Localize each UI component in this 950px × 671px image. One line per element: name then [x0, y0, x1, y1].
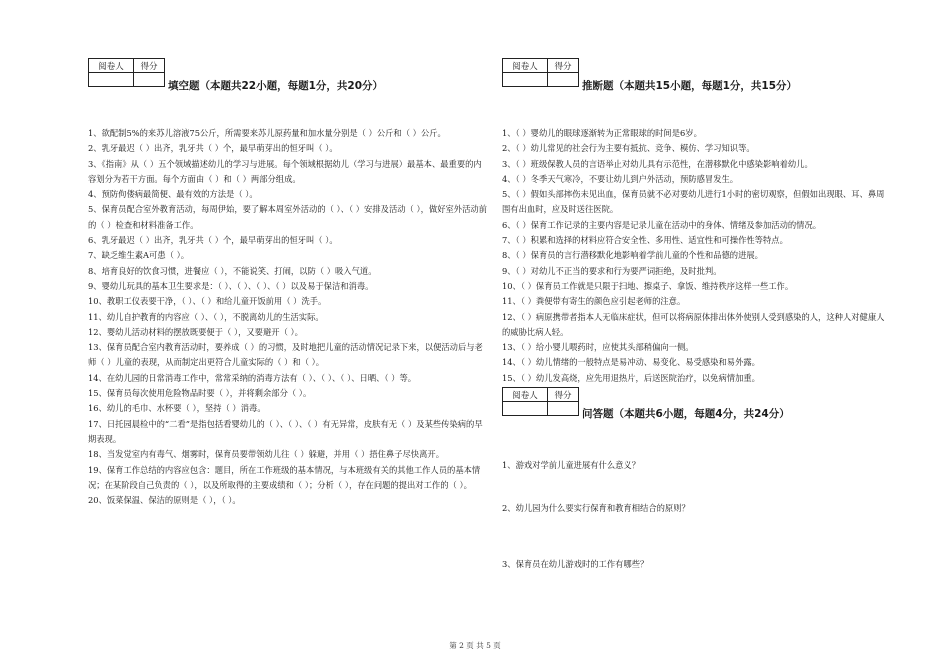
fill-item: 16、幼儿的毛巾、水杯要（ ），坚持（ ）消毒。: [88, 403, 266, 414]
fill-item: 1、欲配制5%的来苏儿溶液75公斤，所需要来苏儿原药量和加水量分别是（ ）公斤和（ ）公斤。: [88, 128, 446, 138]
judge-item: 10、（ ）保育员工作就是只限于扫地、擦桌子、拿饭、维持秩序这样一些工作。: [502, 280, 794, 291]
qa-question-3: 3、保育员在幼儿游戏时的工作有哪些？: [502, 559, 649, 569]
judge-item: 12、（ ）病原携带者指本人无临床症状，但可以将病原体排出体外使别人受到感染的人，这种人对健康人的威胁比病人轻。: [502, 311, 885, 337]
reviewer-cell: [503, 73, 548, 87]
grader-table-qa: [502, 387, 579, 416]
judge-item: 14、（ ）幼儿情绪的一般特点是易冲动、易变化、易受感染和易外露。: [502, 357, 760, 368]
fill-item: 9、婴幼儿玩具的基本卫生要求是：（ ）、（ ）、（ ）、（ ）以及易于保洁和消毒。: [88, 280, 374, 291]
judge-item: 1、（ ）婴幼儿的眼球逐渐转为正常眼球的时间是6岁。: [502, 128, 702, 138]
judge-item: 11、（ ）粪便带有寄生的颜色应引起老师的注意。: [502, 296, 686, 307]
score-label: 得分: [548, 388, 579, 402]
fill-item: 11、幼儿自护教育的内容应（ ）、（ ），不脱离幼儿的生活实际。: [88, 311, 324, 322]
fill-item: 2、乳牙最迟（ ）出齐，乳牙共（ ）个，最早萌芽出的恒牙叫（ ）。: [88, 143, 338, 154]
score-cell: [548, 73, 579, 87]
reviewer-cell: [503, 402, 548, 416]
score-label: 得分: [134, 59, 165, 73]
judge-item: 7、（ ）积累和选择的材料应符合安全性、多用性、适宜性和可操作性等特点。: [502, 235, 788, 246]
fill-item: 15、保育员每次使用危险物品时要（ ），并将剩余部分（ ）。: [88, 388, 312, 399]
judge-item: 15、（ ）幼儿发高烧，应先用退热片，后送医院治疗，以免病情加重。: [502, 372, 760, 383]
fill-item: 4、预防佝偻病最简便、最有效的方法是（ ）。: [88, 189, 258, 200]
fill-item: 13、保育员配合室内教育活动时，要养成（ ）的习惯，及时地把儿童的活动情况记录下来，以便活动后与老师（ ）儿童的表现，从而制定出更符合儿童实际的（ ）和（ ）。: [88, 342, 483, 368]
judge-item: 13、（ ）给小婴儿喂药时，应使其头部稍偏向一侧。: [502, 342, 694, 353]
qa-question-2: 2、幼儿园为什么要实行保育和教育相结合的原则？: [502, 503, 690, 513]
fill-item: 10、教职工仪表要干净，（ ）、（ ）和给儿童开饭前用（ ）洗手。: [88, 296, 327, 307]
fill-item: 14、在幼儿园的日常消毒工作中，常常采纳的消毒方法有（ ）、（ ）、（ ）、日晒、（ ）等。: [88, 372, 417, 383]
qa-title: 问答题（本题共6小题，每题4分，共24分）: [582, 408, 790, 420]
judge-item: 6、（ ）保育工作记录的主要内容是记录儿童在活动中的身体、情绪及参加活动的情况。: [502, 219, 822, 230]
reviewer-cell: [89, 73, 134, 87]
judge-item: 8、（ ）保育员的言行潜移默化地影响着学前儿童的个性和品德的进展。: [502, 250, 763, 261]
page-footer: 第 2 页 共 5 页: [449, 641, 501, 650]
fill-blank-title: 填空题（本题共22小题，每题1分，共20分）: [168, 80, 384, 92]
fill-item: 19、保育工作总结的内容应包含：题目，所在工作班级的基本情况，与本班级有关的其他工作人员的基本情况；在某阶段自己负责的（ ），以及所取得的主要成绩和（ ）；分析（ ），存在问题的提出对工作的（ ）。: [88, 464, 481, 490]
judge-item: 3、（ ）班级保教人员的言语举止对幼儿具有示范性，在潜移默化中感染影响着幼儿。: [502, 158, 813, 169]
fill-item: 18、当发觉室内有毒气、烟雾时，保育员要带领幼儿往（ ）躲避，并用（ ）捂住鼻子尽快离开。: [88, 449, 445, 460]
fill-item: 3、《指南》从（ ）五个领域描述幼儿的学习与进展。每个领域根据幼儿（学习与进展）最基本、最重要的内容划分为若干方面。每个方面由（ ）和（ ）两部分组成。: [88, 158, 482, 184]
judge-item: 9、（ ）对幼儿不正当的要求和行为要严词拒绝，及时批判。: [502, 265, 722, 276]
judgment-title: 推断题（本题共15小题，每题1分，共15分）: [582, 80, 798, 92]
score-label: 得分: [548, 59, 579, 73]
fill-blank-list: [88, 126, 490, 508]
reviewer-label: 阅卷人: [89, 59, 134, 73]
fill-item: 20、饭菜保温、保洁的原则是（ ），（ ）。: [88, 495, 241, 506]
fill-item: 5、保育员配合室外教育活动，每周伊始，要了解本周室外活动的（ ）、（ ）安排及活动（ ），做好室外活动前的（ ）检查和材料准备工作。: [88, 204, 487, 230]
score-cell: [134, 73, 165, 87]
grader-table-judgment: [502, 58, 579, 87]
fill-item: 8、培育良好的饮食习惯，进餐应（ ），不能说笑、打闹，以防（ ）吸入气道。: [88, 265, 377, 276]
judge-item: 4、（ ）冬季天气寒冷，不要让幼儿到户外活动，预防感冒发生。: [502, 173, 739, 184]
fill-item: 6、乳牙最迟（ ）出齐，乳牙共（ ）个，最早萌芽出的恒牙叫（ ）。: [88, 235, 338, 246]
score-cell: [548, 402, 579, 416]
judgment-list: [502, 126, 892, 386]
judge-item: 2、（ ）幼儿常见的社会行为主要有抵抗、竞争、模仿、学习知识等。: [502, 143, 755, 154]
grader-table-fill: [88, 58, 165, 87]
fill-item: 17、日托园晨检中的“二看”是指包括看婴幼儿的（ ）、（ ）、（ ）有无异常，皮肤有无（ ）及某些传染病的早期表现。: [88, 418, 483, 444]
fill-item: 7、缺乏维生素A可患（ ）。: [88, 250, 190, 261]
qa-question-1: 1、游戏对学前儿童进展有什么意义？: [502, 460, 641, 470]
reviewer-label: 阅卷人: [503, 388, 548, 402]
reviewer-label: 阅卷人: [503, 59, 548, 73]
fill-item: 12、婴幼儿活动材料的摆放既要便于（ ），又要避开（ ）。: [88, 326, 303, 337]
judge-item: 5、（ ）假如头部摔伤未见出血，保育员就不必对要幼儿进行1小时的密切观察，但假如出现眼、耳、鼻周围有出血时，应及时送往医院。: [502, 189, 885, 215]
